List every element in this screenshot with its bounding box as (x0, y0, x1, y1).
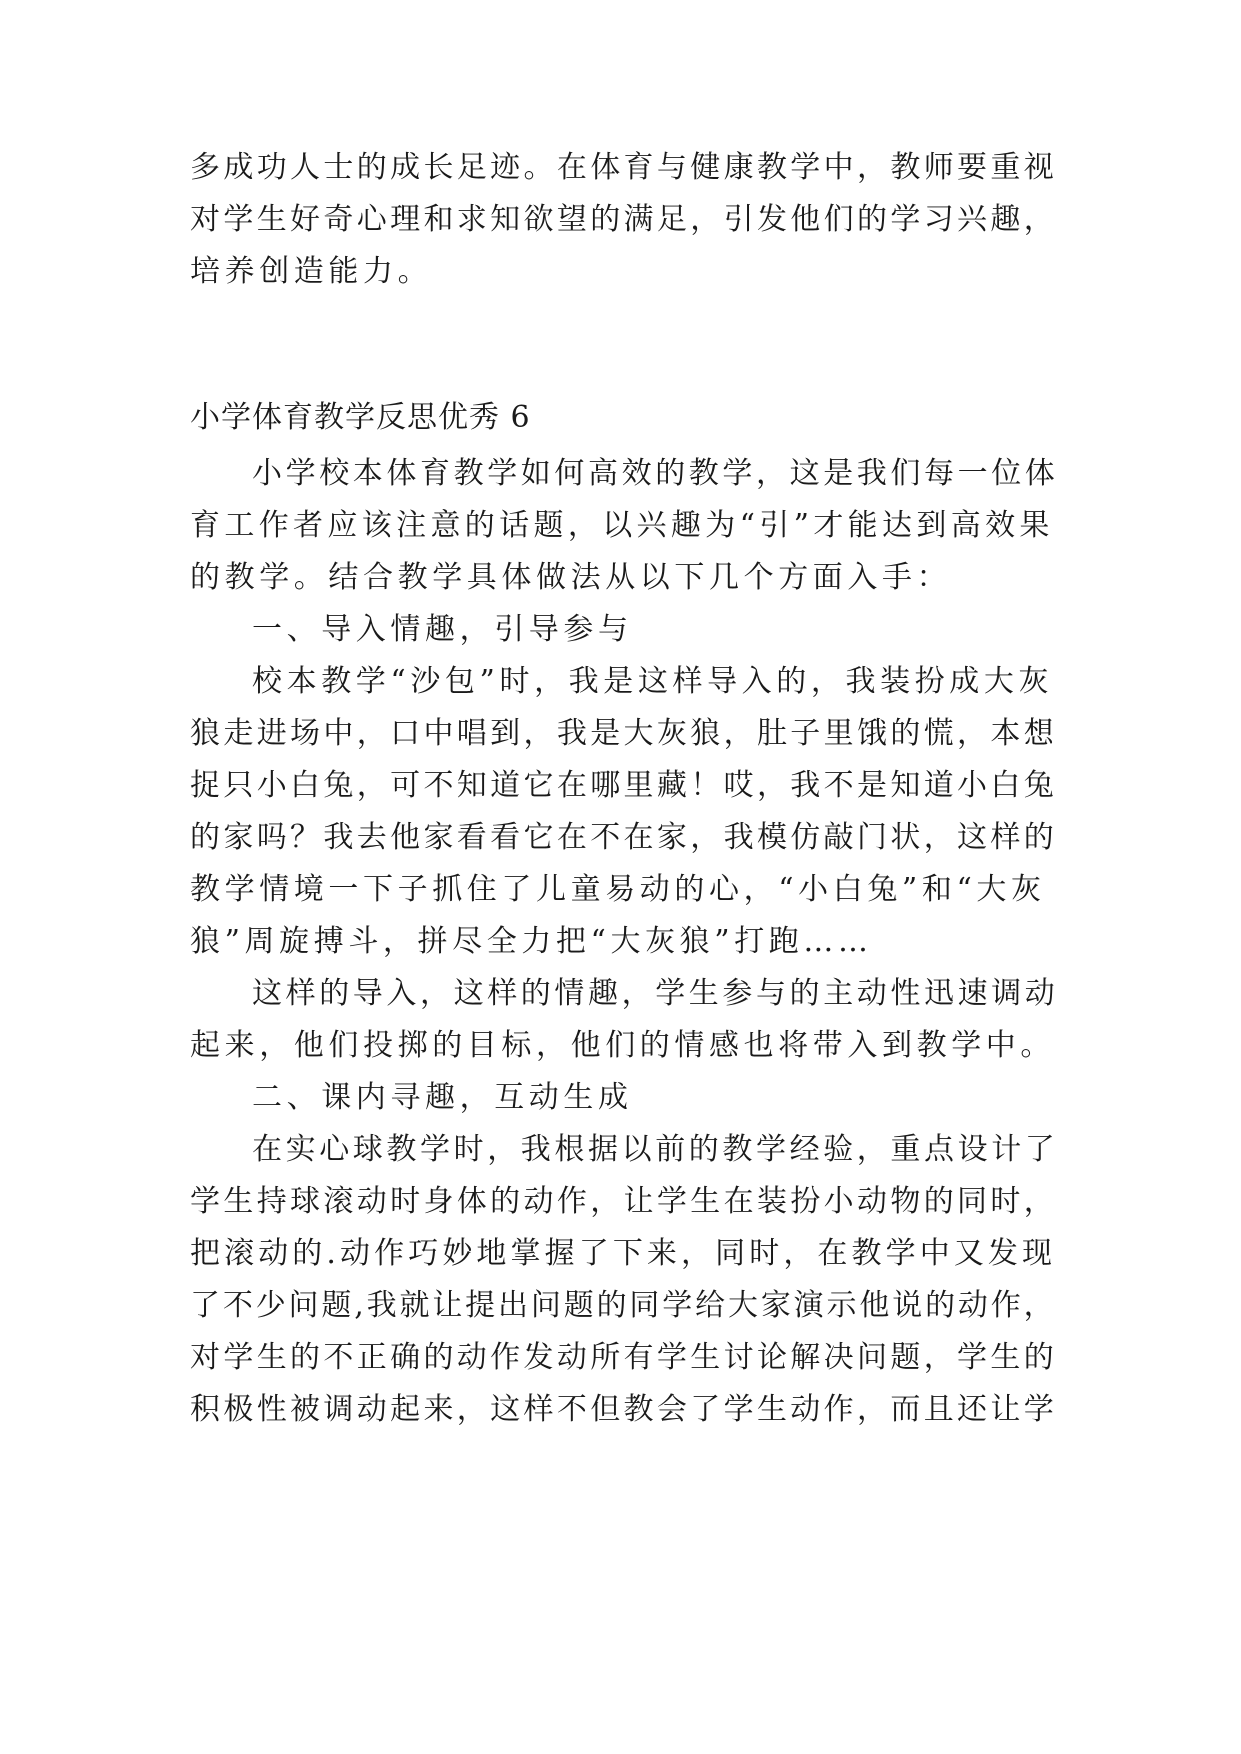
text-line: 的家吗？我去他家看看它在不在家，我模仿敲门状，这样的 (190, 820, 1058, 855)
text-line: 育工作者应该注意的话题，以兴趣为“引”才能达到高效果 (190, 508, 1054, 543)
text-line: 的教学。结合教学具体做法从以下几个方面入手： (190, 560, 952, 595)
text-line: 狼走进场中，口中唱到，我是大灰狼，肚子里饿的慌，本想 (190, 716, 1058, 751)
text-line: 校本教学“沙包”时，我是这样导入的，我装扮成大灰 (252, 664, 1054, 699)
text-line: 把滚动的.动作巧妙地掌握了下来，同时，在教学中又发现 (190, 1236, 1057, 1271)
text-line: 捉只小白兔，可不知道它在哪里藏！哎，我不是知道小白兔 (190, 768, 1058, 803)
text-line: 多成功人士的成长足迹。在体育与健康教学中，教师要重视 (190, 150, 1058, 185)
text-line: 学生持球滚动时身体的动作，让学生在装扮小动物的同时， (190, 1184, 1058, 1219)
text-line: 培养创造能力。 (190, 254, 433, 289)
text-line: 小学校本体育教学如何高效的教学，这是我们每一位体 (252, 456, 1059, 491)
text-line: 对学生的不正确的动作发动所有学生讨论解决问题，学生的 (190, 1340, 1058, 1375)
text-line: 对学生好奇心理和求知欲望的满足，引发他们的学习兴趣， (190, 202, 1058, 237)
text-line: 积极性被调动起来，这样不但教会了学生动作，而且还让学 (190, 1392, 1058, 1427)
text-line: 起来，他们投掷的目标，他们的情感也将带入到教学中。 (190, 1028, 1055, 1063)
subheading: 一、导入情趣，引导参与 (252, 612, 633, 647)
text-line: 这样的导入，这样的情趣，学生参与的主动性迅速调动 (252, 976, 1059, 1011)
text-line: 教学情境一下子抓住了儿童易动的心，“小白兔”和“大灰 (190, 872, 1046, 907)
section-title: 小学体育教学反思优秀 6 (190, 400, 531, 435)
text-line: 了不少问题,我就让提出问题的同学给大家演示他说的动作， (190, 1288, 1057, 1323)
text-line: 狼”周旋搏斗，拼尽全力把“大灰狼”打跑…… (190, 924, 873, 959)
text-line: 在实心球教学时，我根据以前的教学经验，重点设计了 (252, 1132, 1059, 1167)
subheading: 二、课内寻趣，互动生成 (252, 1080, 633, 1115)
